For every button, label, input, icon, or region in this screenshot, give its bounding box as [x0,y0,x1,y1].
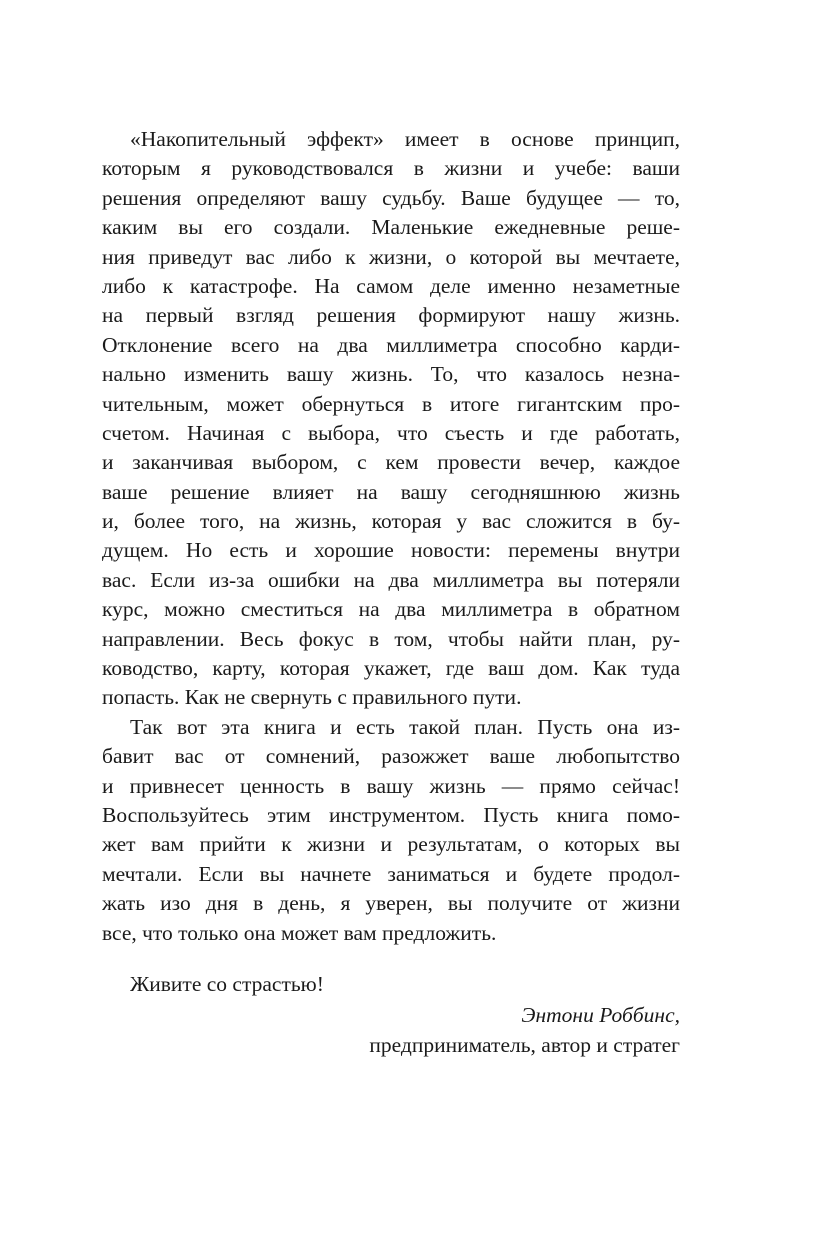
text-line: и заканчивая выбором, с кем провести вечер, каждое [102,450,680,475]
text-line: ваше решение влияет на вашу сегодняшнюю жизнь [102,479,680,504]
text-line: попасть. Как не свернуть с правильного пути. [102,685,522,710]
text-line: курс, можно сместиться на два миллиметра в обратном [102,597,680,622]
paragraph [102,125,680,713]
closing-line: Живите со страстью! [130,971,324,996]
text-line: жать изо дня в день, я уверен, вы получите от жизни [102,891,680,916]
text-line: либо к катастрофе. На самом деле именно незаметные [102,273,680,298]
text-line: бавит вас от сомнений, разожжет ваше любопытство [102,744,680,769]
text-line: мечтали. Если вы начнете заниматься и будете продол- [102,861,680,886]
text-line: решения определяют вашу судьбу. Ваше будущее — то, [102,185,680,210]
page-body [102,125,680,1060]
text-line: ния приведут вас либо к жизни, о которой вы мечтаете, [102,244,680,269]
author-role: предприниматель, автор и стратег [369,1032,680,1057]
text-line: Так вот эта книга и есть такой план. Пусть она из- [130,714,680,739]
text-line: направлении. Весь фокус в том, чтобы найти план, ру- [102,626,680,651]
text-line: счетом. Начиная с выбора, что съесть и где работать, [102,420,680,445]
text-line: нально изменить вашу жизнь. То, что казалось незна- [102,362,680,387]
text-line: Отклонение всего на два миллиметра способно карди- [102,332,680,357]
text-line: и, более того, на жизнь, которая у вас сложится в бу- [102,509,680,534]
text-line: каким вы его создали. Маленькие ежедневные реше- [102,215,680,240]
text-line: Воспользуйтесь этим инструментом. Пусть книга помо- [102,802,680,827]
text-line: на первый взгляд решения формируют нашу жизнь. [102,303,680,328]
author-name: Энтони Роббинс, [521,1003,680,1028]
signature-block [102,1001,680,1060]
text-line: все, что только она может вам предложить. [102,920,497,945]
text-line: дущем. Но есть и хорошие новости: перемены внутри [102,538,680,563]
text-line: жет вам прийти к жизни и результатам, о которых вы [102,832,680,857]
text-line: вас. Если из-за ошибки на два миллиметра вы потеряли [102,567,680,592]
text-line: ководство, карту, которая укажет, где ваш дом. Как туда [102,656,680,681]
text-line: «Накопительный эффект» имеет в основе принцип, [130,127,680,151]
paragraph [102,713,680,948]
text-line: чительным, может обернуться в итоге гигантским про- [102,391,680,416]
text-line: которым я руководствовался в жизни и учебе: ваши [102,156,680,181]
text-block [102,125,680,948]
text-line: и привнесет ценность в вашу жизнь — прямо сейчас! [102,773,680,798]
